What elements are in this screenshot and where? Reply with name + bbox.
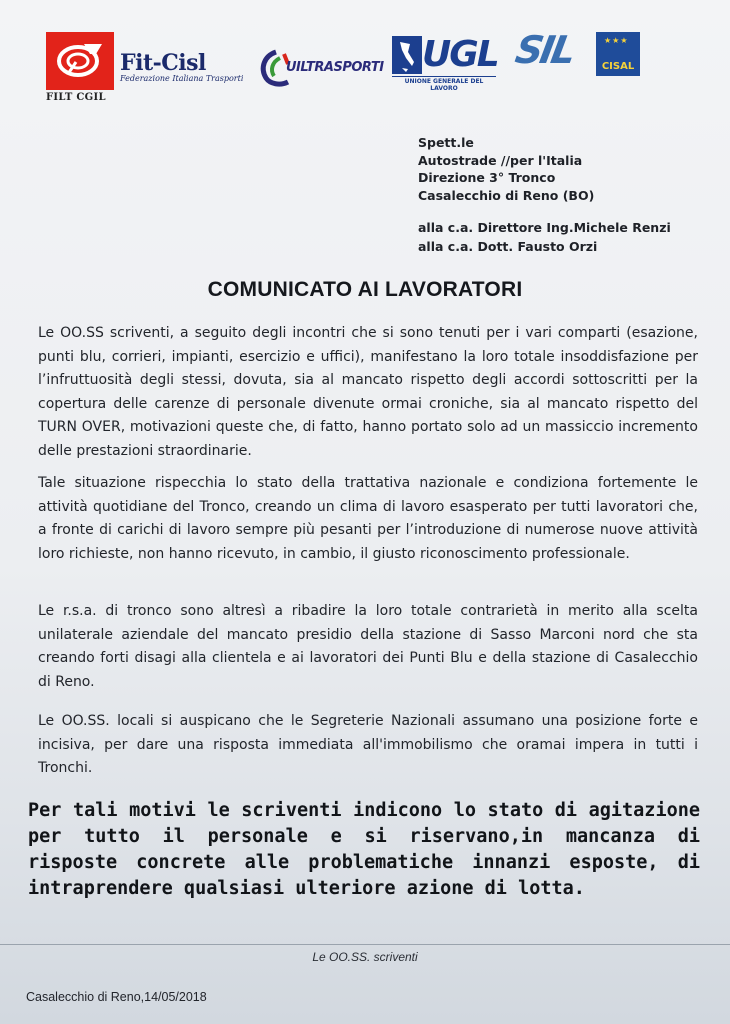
- filt-cgil-label: FILT CGIL: [46, 92, 106, 103]
- place-date: Casalecchio di Reno,14/05/2018: [26, 990, 207, 1004]
- filt-cgil-logo: [46, 32, 114, 103]
- addressee-line: Autostrade //per l'Italia: [418, 152, 583, 168]
- stars-icon: ★★★: [604, 36, 629, 45]
- ugl-subtitle: UNIONE GENERALE DEL LAVORO: [392, 76, 496, 92]
- ugl-logo: [392, 34, 498, 92]
- ugl-name: UGL: [422, 34, 498, 75]
- sil-name: SIL: [512, 28, 577, 72]
- filt-cgil-logo-icon: [46, 32, 114, 90]
- addressee-line: Casalecchio di Reno (BO): [418, 187, 595, 203]
- fit-cisl-name: Fit-Cisl: [120, 50, 206, 76]
- cisal-logo: [596, 32, 640, 76]
- uiltrasporti-name: UILTRASPORTI: [286, 60, 384, 75]
- uiltrasporti-logo: [258, 48, 382, 88]
- union-logos-header: [40, 28, 700, 108]
- signature: Le OO.SS. scriventi: [312, 950, 418, 964]
- footer-divider: [0, 944, 730, 945]
- body-paragraph: Le r.s.a. di tronco sono altresì a ribadire la loro totale contrarietà in merito alla scelta unilaterale aziendale del mancato presidio della stazione di Sasso Marconi nord che sta creando forti disagi alla clientela e ai lavoratori dei Punti Blu e della stazione di Casalecchio di Reno.: [38, 603, 698, 690]
- attention-block: [418, 218, 718, 256]
- sil-logo: [512, 28, 588, 88]
- document-title: COMUNICATO AI LAVORATORI: [207, 278, 523, 301]
- addressee-line: Direzione 3° Tronco: [418, 170, 556, 185]
- attention-line: alla c.a. Dott. Fausto Orzi: [418, 239, 598, 254]
- fit-cisl-subtitle: Federazione Italiana Trasporti: [120, 74, 244, 83]
- body-paragraph: Le OO.SS. locali si auspicano che le Segreterie Nazionali assumano una posizione forte e incisiva, per dare una risposta immediata all'immobilismo che oramai impera in tutti i Tronchi.: [38, 713, 698, 776]
- addressee-block: [418, 134, 718, 204]
- cisal-name: CISAL: [601, 61, 635, 72]
- attention-line: alla c.a. Direttore Ing.Michele Renzi: [418, 220, 671, 235]
- fit-cisl-logo: [120, 50, 250, 83]
- body-paragraph: Tale situazione rispecchia lo stato della trattativa nazionale e condiziona fortemente le attività quotidiane del Tronco, creando un clima di lavoro esasperato per tutti lavoratori che, a fronte di carichi di lavoro sempre più pesanti per l’introduzione di numerose nuove attività loro richieste, non hanno ricevuto, in cambio, il giusto riconoscimento professionale.: [38, 475, 698, 562]
- agitation-declaration: Per tali motivi le scriventi indicono lo stato di agitazione per tutto il personale e si riservano,in mancanza di risposte concrete alle problematiche innanzi esposte, di intraprendere qualsiasi ulteriore azione di lotta.: [28, 800, 700, 899]
- addressee-line: Spett.le: [418, 135, 474, 150]
- body-paragraph: Le OO.SS scriventi, a seguito degli incontri che si sono tenuti per i vari comparti (esazione, punti blu, corrieri, impianti, esercizio e uffici), manifestano la loro totale insoddisfazione per l’infruttuosità degli stessi, dovuta, sia al mancato rispetto degli accordi sottoscritti per la copertura delle carenze di personale divenute ormai croniche, sia al mancato rispetto del TURN OVER, motivazioni queste che, di fatto, hanno portato solo ad un massiccio incremento delle prestazioni straordinarie.: [38, 325, 698, 459]
- italy-map-icon: [392, 36, 422, 76]
